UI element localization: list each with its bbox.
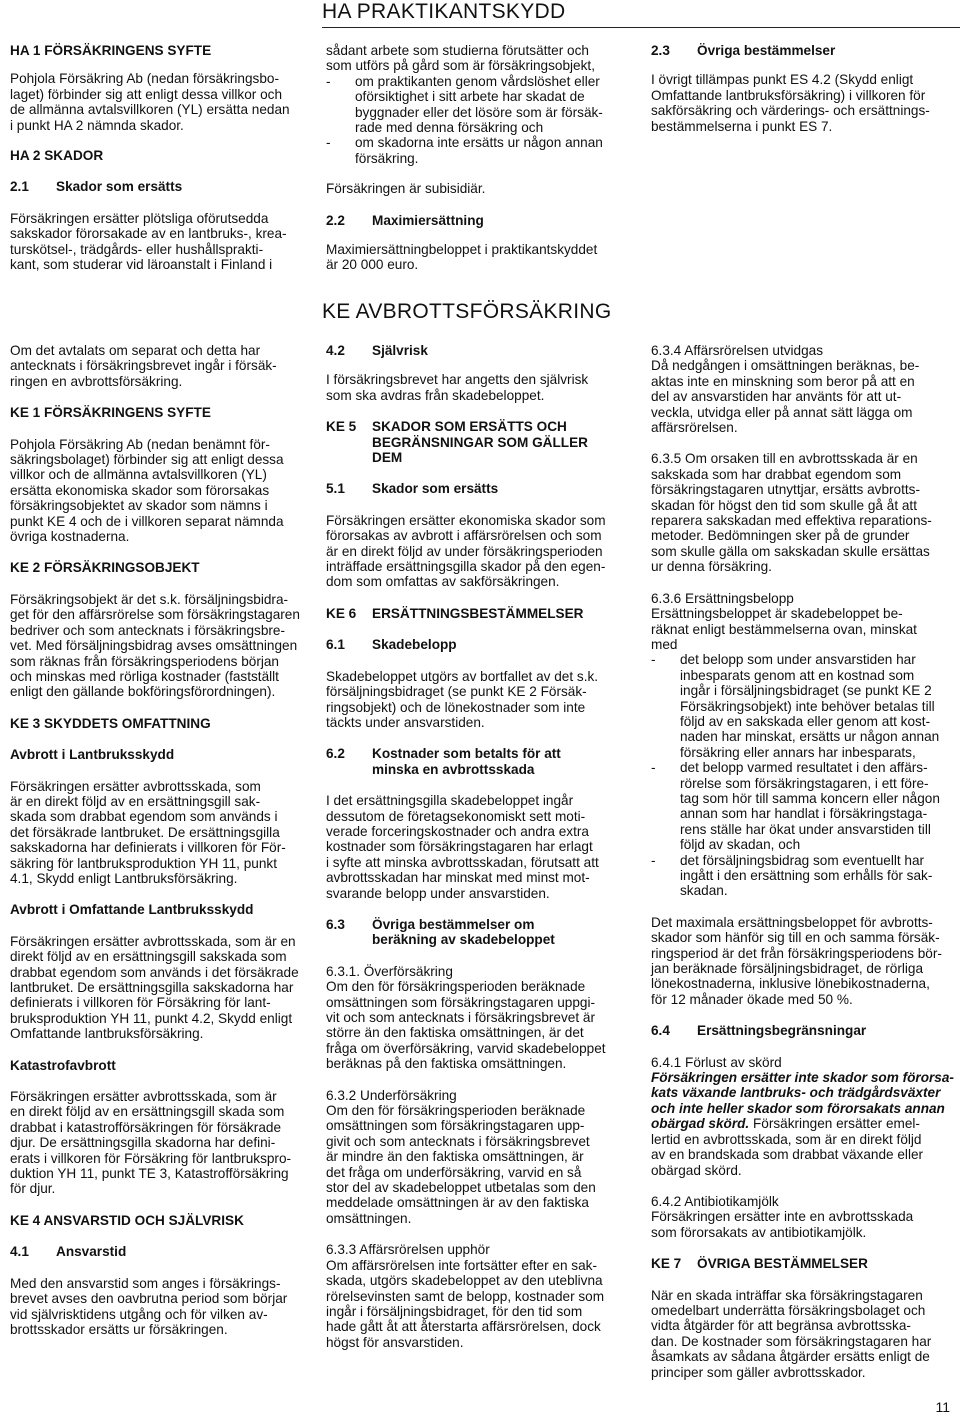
ke3a-heading: Avbrott i Lantbruksskydd xyxy=(10,747,175,763)
ha-list-item-1: - om praktikanten genom vårdslöshet eller oförsiktighet i sitt arbete har skadat de byggnader eller det lösöre som är försäk- rade med denna försäkring och xyxy=(326,73,603,136)
ha-column-1 xyxy=(10,43,310,272)
text-line: bedriver och som antecknats i försäkringsbre- xyxy=(10,622,286,638)
page-number: 11 xyxy=(935,1399,950,1415)
text-line: om skadorna inte ersätts ur någon annan xyxy=(355,135,603,151)
text-line: drabbat egendom som används i det försäkrade xyxy=(10,964,299,980)
text-line: skada, utgörs skadebeloppet av den uteblivna xyxy=(326,1273,603,1289)
text-line: försäkring eller annars har inbesparats, xyxy=(680,744,916,760)
ke635-paragraph xyxy=(651,451,956,574)
text-line: skadan. xyxy=(680,883,728,899)
text-line: större än den faktiska omsättningen, är det xyxy=(326,1025,584,1041)
text-line: i syfte att minska avbrottsskadan, förutsatt att xyxy=(326,854,599,870)
text-line: räknat enligt bestämmelserna ovan, minskat xyxy=(651,621,917,637)
ha1-paragraph xyxy=(10,71,310,133)
text-line: erats i villkoren för Försäkring för lantbrukspro- xyxy=(10,1150,292,1166)
text-line: naden har minskat, ersätts ur någon annan xyxy=(680,729,940,745)
text-line: Omfattande lantbruksförsäkring) i villkoren för xyxy=(651,87,926,103)
ha-list-item-2: - om skadorna inte ersätts ur någon annan försäkring. xyxy=(326,135,603,166)
text-line: principer som gäller avbrottsskador. xyxy=(651,1364,866,1380)
text-line: brevet avses den oavbrutna period som börjar xyxy=(10,1291,288,1307)
text-line: det belopp varmed resultatet i den affärs- xyxy=(680,760,928,776)
text-line: sakskadorna har definierats i villkoren för För- xyxy=(10,840,286,856)
ke641-paragraph xyxy=(651,1055,956,1178)
text-line: Försäkringen ersätter inte skador som förorsa- xyxy=(651,1070,954,1086)
text-line: I försäkringsbrevet har angetts den självrisk xyxy=(326,372,589,388)
text-line: get för den affärsrörelse som försäkringstagaren xyxy=(10,607,300,623)
ke642-paragraph xyxy=(651,1194,956,1240)
text-line: ingått i den ersättning som erhålls för sak- xyxy=(680,868,933,883)
ha-subsidiary-text: Försäkringen är subisidiär. xyxy=(326,181,486,197)
text-line: djur. De ersättningsgilla skadorna har defini- xyxy=(10,1135,276,1151)
ke62-paragraph xyxy=(326,793,631,901)
text-line: SKADOR SOM ERSÄTTS OCH xyxy=(372,419,567,435)
text-line: del av ansvarstiden har använts för att ut- xyxy=(651,389,902,405)
text-line: duktion YH 11, punkt TE 3, Katastrofförsäkring xyxy=(10,1166,289,1182)
text-line: verade forceringskostnader och andra extra xyxy=(326,823,589,839)
text-line: av en brandskada som drabbat växande eller xyxy=(651,1147,924,1163)
text-line: skadan för högst den tid som skulle gå åt att xyxy=(651,497,917,513)
text-line: rens ställe har ökat under ansvarstiden till xyxy=(680,821,931,837)
text-line: sakskada som har drabbat egendom som xyxy=(651,466,902,482)
ke-intro-paragraph xyxy=(10,343,310,389)
text-line: vit och som antecknats i försäkringsbrevet är xyxy=(326,1010,595,1025)
text-line: säkring för lantbruksproduktion YH 11, punkt xyxy=(10,855,277,871)
text-line: ringen en avbrottsförsäkring. xyxy=(10,373,183,389)
ke641-rest xyxy=(651,1132,956,1178)
text-line: är en direkt följd av en ersättningsgill sak- xyxy=(10,793,261,809)
text-line: skador som hänför sig till en och samma försäk- xyxy=(651,930,940,946)
text-line: ringsobjekt) och de lönekostnader som inte xyxy=(326,699,586,715)
ke1-heading: KE 1 FÖRSÄKRINGENS SYFTE xyxy=(10,405,211,421)
text-line: ingår i försäljningsbidraget (se punkt KE 2 xyxy=(680,683,932,699)
text-line: aktas inte en minskning som beror på att en xyxy=(651,373,915,389)
ke51-paragraph xyxy=(326,513,631,590)
text-line: Om affärsrörelsen inte fortsätter efter en sak- xyxy=(326,1257,597,1273)
text-line: svarande belopp under ansvarstiden. xyxy=(326,885,550,901)
text-line: turskötsel-, trädgårds- eller hushållsprakti- xyxy=(10,241,264,257)
text-line: som ska avdras från skadebeloppet. xyxy=(326,387,545,403)
text-line: rörelse som försäkringstagaren, i ett före- xyxy=(680,775,929,791)
text-line: givit och som antecknats i försäkringsbrevet xyxy=(326,1133,590,1149)
text-line: lertid en avbrottsskada, som är en direkt följd xyxy=(651,1131,922,1147)
text-line: och minskas med rörliga kostnader (fastställt xyxy=(10,668,279,684)
text-line: sådant arbete som studierna förutsätter och xyxy=(326,43,589,58)
text-line: det belopp som under ansvarstiden har xyxy=(680,652,916,668)
ke7-paragraph xyxy=(651,1288,956,1380)
ke6-heading: KE 6 ERSÄTTNINGSBESTÄMMELSER xyxy=(326,605,584,621)
ke51-heading: 5.1 Skador som ersätts xyxy=(326,481,499,497)
text-line: Om det avtalats om separat och detta har xyxy=(10,343,261,358)
ha23-heading: 2.3 Övriga bestämmelser xyxy=(651,43,836,58)
text-line: Ersättningsbeloppet är skadebeloppet be- xyxy=(651,606,903,622)
text-line: följd av en sakskada eller genom att kost- xyxy=(680,713,931,729)
text-line: reparera sakskadan med effektiva reparations- xyxy=(651,513,932,529)
ke3-heading: KE 3 SKYDDETS OMFATTNING xyxy=(10,715,211,731)
text-line: Försäkringen ersätter ekonomiska skador som xyxy=(326,512,606,528)
text-line: Pohjola Försäkring Ab (nedan benämnt för- xyxy=(10,436,270,452)
ke3a-paragraph xyxy=(10,779,310,887)
text-line: skada som drabbat egendom som används i xyxy=(10,809,278,825)
text-line: Övriga bestämmelser om xyxy=(372,916,535,932)
text-line: vid självrisktidens utgång och för vilken av- xyxy=(10,1306,268,1322)
text-line: Försäkringsobjekt är det s.k. försäljningsbidra- xyxy=(10,591,289,607)
text-line: som förorsakats av antibiotikamjölk. xyxy=(651,1224,867,1240)
text-line: inträffade ersättningsgilla skador på den egen- xyxy=(326,559,606,575)
ha22-paragraph xyxy=(326,242,631,273)
text-line: lönekostnaderna, inklusive lönebikostnaderna, xyxy=(651,976,930,992)
text-line: det försäljningsbidrag som eventuellt har xyxy=(680,852,925,868)
text-line: ur denna försäkring. xyxy=(651,559,772,575)
ke636-list-item-3: - det försäljningsbidrag som eventuellt har ingått i den ersättning som erhålls för sak- skadan. xyxy=(651,852,933,899)
text-line: avbrottsskadan har minskat med minst mot- xyxy=(326,870,590,886)
ke631-paragraph xyxy=(326,964,631,1072)
page-header-title: HA PRAKTIKANTSKYDD xyxy=(322,0,960,24)
text-line: om praktikanten genom vårdslöshet eller xyxy=(355,73,600,89)
text-line: omsättningen som försäkringstagaren uppgi- xyxy=(326,994,596,1010)
text-line: Maximiersättningbeloppet i praktikantskyddet xyxy=(326,242,598,258)
text-line: beräknas på den faktiska omsättningen. xyxy=(326,1056,567,1072)
ke-section-title: KE AVBROTTSFÖRSÄKRING xyxy=(322,300,612,323)
text-line: 4.1, Skydd enligt Lantbruksförsäkring. xyxy=(10,870,238,886)
ke-column-1 xyxy=(10,343,310,1337)
ke2-paragraph xyxy=(10,592,310,700)
text-line: BEGRÄNSNINGAR SOM GÄLLER xyxy=(372,434,588,450)
text-line: omedelbart underrätta försäkringsbolaget och xyxy=(651,1302,926,1318)
text-line: med xyxy=(651,636,678,652)
text-line: jan beräknade försäljningsbidraget, de rörliga xyxy=(651,961,924,977)
ha2-heading: HA 2 SKADOR xyxy=(10,148,104,164)
text-line: säkringsbolaget) förbinder sig att enligt dessa xyxy=(10,452,284,468)
ke641-title: 6.4.1 Förlust av skörd xyxy=(651,1054,782,1070)
ke64-heading: 6.4 Ersättningsbegränsningar xyxy=(651,1023,867,1039)
ke3c-paragraph xyxy=(10,1089,310,1197)
text-line: Då nedgången i omsättningen beräknas, be- xyxy=(651,358,920,374)
text-line: 6.3.6 Ersättningsbelopp xyxy=(651,590,794,606)
ha1-heading: HA 1 FÖRSÄKRINGENS SYFTE xyxy=(10,43,212,58)
text-line: Med den ansvarstid som anges i försäkrings- xyxy=(10,1275,281,1291)
text-line: och inte heller skador som förorsakats annan xyxy=(651,1100,945,1116)
text-line: affärsrörelsen. xyxy=(651,420,738,436)
ha23-paragraph xyxy=(651,72,953,134)
text-line: Försäkringen ersätter avbrottsskada, som är en xyxy=(10,933,296,949)
text-line: I övrigt tillämpas punkt ES 4.2 (Skydd enligt xyxy=(651,72,914,88)
text-line: Försäkringsobjekt) inte behöver betalas till xyxy=(680,698,935,714)
text-line: I det ersättningsgilla skadebeloppet ingår xyxy=(326,793,574,809)
text-line: byggnader eller det lösöre som är försäk- xyxy=(355,104,603,120)
text-line: försäkring. xyxy=(355,150,419,166)
text-line: dan. De kostnader som försäkringstagaren har xyxy=(651,1333,932,1349)
ke3c-heading: Katastrofavbrott xyxy=(10,1057,116,1073)
text-line: Skadebeloppet utgörs av bortfallet av det s.k. xyxy=(326,668,599,684)
text-line: Omfattande lantbruksförsäkring. xyxy=(10,1026,204,1042)
text-line: sakförsäkring och värderings- och ersättnings- xyxy=(651,103,930,119)
text-line: dom som omfattas av sakförsäkringen. xyxy=(326,574,560,590)
text-line: brottsskador ersätts ur försäkringen. xyxy=(10,1321,228,1337)
ha-column-2 xyxy=(326,43,631,273)
text-line: 6.3.3 Affärsrörelsen upphör xyxy=(326,1242,490,1258)
text-line: drabbat i katastrofförsäkringen för försäkrade xyxy=(10,1119,282,1135)
text-line: för djur. xyxy=(10,1181,56,1197)
text-line: Försäkringen ersätter avbrottsskada, som xyxy=(10,778,261,794)
text-line: för 12 månader ökade med 50 %. xyxy=(651,991,853,1007)
ke7-heading: KE 7 ÖVRIGA BESTÄMMELSER xyxy=(651,1256,868,1272)
ke636-max-paragraph xyxy=(651,915,956,1007)
ke62-heading: 6.2 Kostnader som betalts för att minska en avbrottsskada xyxy=(326,746,561,777)
text-line: DEM xyxy=(372,450,403,466)
text-line: omsättningen som försäkringstagaren upp- xyxy=(326,1118,585,1134)
ke641-bold-last: obärgad skörd. xyxy=(651,1116,750,1132)
ke641-bold-lines-a xyxy=(651,1070,956,1116)
ke3b-paragraph xyxy=(10,934,310,1042)
text-line: försäkringstagaren utnyttjar, ersätts avbrotts- xyxy=(651,482,920,498)
text-line: ersätta ekonomiska skador som förorsakas xyxy=(10,482,270,498)
ha-work-paragraph xyxy=(326,43,631,74)
text-line: 6.4.2 Antibiotikamjölk xyxy=(651,1193,779,1209)
text-line: sakskador förorsakade av en lantbruks-, krea- xyxy=(10,226,287,242)
text-line: som räknas från försäkringsperiodens början xyxy=(10,653,279,669)
text-line: kats växande lantbruks- och trädgårdsväxter xyxy=(651,1085,941,1101)
ke61-paragraph xyxy=(326,669,631,731)
text-line: det försäkrade lantbruket. De ersättningsgilla xyxy=(10,824,280,840)
text-line: Försäkringen ersätter avbrottsskada, som är xyxy=(10,1089,277,1105)
ke641-rest-first: Försäkringen ersätter emel- xyxy=(749,1116,920,1132)
text-line: 6.3.5 Om orsaken till en avbrottsskada är en xyxy=(651,451,918,467)
text-line: antecknats i försäkringsbrevet ingår i försäk- xyxy=(10,358,277,374)
text-line: förorsakas av avbrott i affärsrörelsen och som xyxy=(326,528,602,544)
ke636-paragraph xyxy=(651,591,956,653)
text-line: 6.3.2 Underförsäkring xyxy=(326,1087,457,1103)
text-line: ringsperiod är det från försäkringsperiodens bör- xyxy=(651,945,942,961)
ke61-heading: 6.1 Skadebelopp xyxy=(326,637,457,653)
ke-column-3 xyxy=(651,343,956,1380)
text-line: det fråga om underförsäkring, varvid en så xyxy=(326,1164,582,1180)
text-line: annan som har handlat i försäkringstaga- xyxy=(680,806,928,822)
text-line: som utförs på gård som är försäkringsobjekt, xyxy=(326,58,595,74)
ke41-paragraph xyxy=(10,1276,310,1338)
text-line: försäljningsbidraget (se punkt KE 2 Försäk- xyxy=(326,684,587,700)
ke634-paragraph xyxy=(651,343,956,435)
text-line: 6.3.1. Överförsäkring xyxy=(326,963,453,979)
ke-column-2 xyxy=(326,343,631,1350)
text-line: 6.3.4 Affärsrörelsen utvidgas xyxy=(651,343,824,358)
text-line: täckts under ansvarstiden. xyxy=(326,714,485,730)
text-line: bestämmelserna i punkt ES 7. xyxy=(651,118,833,134)
ke2-heading: KE 2 FÖRSÄKRINGSOBJEKT xyxy=(10,560,200,576)
ke42-paragraph xyxy=(326,372,631,403)
text-line: obärgad skörd. xyxy=(651,1162,742,1178)
text-line: metoder. Bedömningen sker på de grunder xyxy=(651,528,910,544)
text-line: kant, som studerar vid läroanstalt i Finland i xyxy=(10,257,273,273)
text-line: laget) förbinder sig att enligt dessa villkor och xyxy=(10,86,283,102)
text-line: rade med denna försäkring och xyxy=(355,120,544,136)
text-line: beräkning av skadebeloppet xyxy=(372,932,555,948)
text-line: Om den för försäkringsperioden beräknade xyxy=(326,979,586,995)
ke1-paragraph xyxy=(10,437,310,545)
text-line: övriga kostnaderna. xyxy=(10,529,130,545)
ke42-heading: 4.2 Självrisk xyxy=(326,343,428,358)
ha21-paragraph xyxy=(10,211,310,273)
text-line: omsättningen. xyxy=(326,1210,412,1226)
text-line: följd av skadan, och xyxy=(680,837,801,853)
text-line: kostnader som försäkringstagaren har erlagt xyxy=(326,839,593,855)
text-line: inbesparats genom att en kostnad som xyxy=(680,667,915,683)
text-line: oförsiktighet i sitt arbete har skadat de xyxy=(355,89,585,105)
text-line: punkt KE 4 och de i villkoren separat nämnda xyxy=(10,513,284,529)
ke636-list-item-2: - det belopp varmed resultatet i den affärs- rörelse som försäkringstagaren, i ett före- tag som hör till samma koncern eller någon annan som har handlat i försäkringstaga- rens ställe har ökat under ansvarstiden till följd av skadan, och xyxy=(651,760,940,853)
text-line: ingår i försäljningsbidraget, för den tid som xyxy=(326,1303,583,1319)
text-line: tag som hör till samma koncern eller någon xyxy=(680,790,940,806)
ke636-list-item-1: - det belopp som under ansvarstiden har inbesparats genom att en kostnad som ingår i försäljningsbidraget (se punkt KE 2 Försäkringsobjekt) inte behöver betalas till följd av en sakskada eller genom att kost- naden har minskat, ersätts ur någon annan försäkring eller annars har inbesparats, xyxy=(651,652,940,760)
text-line: vidta åtgärder för att begränsa avbrottsska- xyxy=(651,1318,911,1334)
text-line: minska en avbrottsskada xyxy=(372,761,535,777)
text-line: veckla, utvidga eller på annat sätt lägga om xyxy=(651,404,913,420)
text-line: Pohjola Försäkring Ab (nedan försäkringsbo- xyxy=(10,71,280,87)
ke41-heading: 4.1 Ansvarstid xyxy=(10,1244,127,1260)
text-line: Det maximala ersättningsbeloppet för avbrotts- xyxy=(651,914,933,930)
ha22-heading: 2.2 Maximiersättning xyxy=(326,212,484,228)
text-line: fråga om överförsäkring, varvid skadebeloppet xyxy=(326,1040,606,1056)
text-line: åsamkats av sådana åtgärder ersätts enligt de xyxy=(651,1349,930,1365)
text-line: Om den för försäkringsperioden beräknade xyxy=(326,1103,586,1119)
ke632-paragraph xyxy=(326,1088,631,1227)
ke63-heading: 6.3 Övriga bestämmelser om beräkning av skadebeloppet xyxy=(326,916,555,948)
text-line: definierats i villkoren för Försäkring för lant- xyxy=(10,995,271,1011)
text-line: är 20 000 euro. xyxy=(326,257,419,273)
text-line: de allmänna avtalsvillkoren (YL) ersätta nedan xyxy=(10,102,290,118)
ke641-mixed-line xyxy=(651,1116,956,1131)
text-line: högst för ansvarstiden. xyxy=(326,1334,464,1350)
text-line: Kostnader som betalts för att xyxy=(372,746,561,762)
text-line: är en direkt följd av under försäkringsperioden xyxy=(326,543,603,559)
ke4-heading: KE 4 ANSVARSTID OCH SJÄLVRISK xyxy=(10,1212,244,1228)
text-line: vet. Med försäljningsbidrag avses omsättningen xyxy=(10,638,298,654)
ha21-heading: 2.1 Skador som ersätts xyxy=(10,179,183,195)
text-line: hade gått åt att återstarta affärsrörelsen, dock xyxy=(326,1319,601,1335)
text-line: enligt den gällande bokföringsförordningen). xyxy=(10,684,276,700)
text-line: i punkt HA 2 nämnda skador. xyxy=(10,117,184,133)
ke5-heading: KE 5 SKADOR SOM ERSÄTTS OCH BEGRÄNSNINGAR SOM GÄLLER DEM xyxy=(326,419,588,466)
text-line: som skulle gälla om sakskadan skulle ersättas xyxy=(651,543,930,559)
text-line: När en skada inträffar ska försäkringstagaren xyxy=(651,1287,923,1303)
text-line: Försäkringen ersätter inte en avbrottsskada xyxy=(651,1209,914,1225)
text-line: lantbruket. De ersättningsgilla sakskadorna har xyxy=(10,980,294,995)
text-line: en direkt följd av en ersättningsgill skada som xyxy=(10,1104,285,1120)
ha-column-3 xyxy=(651,43,953,134)
text-line: direkt följd av en ersättningsgill sakskada som xyxy=(10,949,287,965)
text-line: dessutom de företagsekonomiskt sett moti- xyxy=(326,808,586,824)
text-line: stor del av skadebeloppet utbetalas som den xyxy=(326,1180,596,1196)
text-line: meddelade omsättningen är av den faktiska xyxy=(326,1195,589,1211)
ke3b-heading: Avbrott i Omfattande Lantbruksskydd xyxy=(10,902,254,918)
text-line: försäkringsobjektet av skador som nämns i xyxy=(10,498,268,514)
text-line: är mindre än den faktiska omsättningen, är xyxy=(326,1149,584,1165)
text-line: Försäkringen ersätter plötsliga oförutsedda xyxy=(10,210,269,226)
text-line: rörelsevinsten samt de belopp, kostnader som xyxy=(326,1288,605,1304)
ke633-paragraph xyxy=(326,1242,631,1350)
text-line: villkor och de allmänna avtalsvillkoren (YL) xyxy=(10,467,267,483)
text-line: bruksproduktion YH 11, punkt 4.2, Skydd enligt xyxy=(10,1010,293,1026)
